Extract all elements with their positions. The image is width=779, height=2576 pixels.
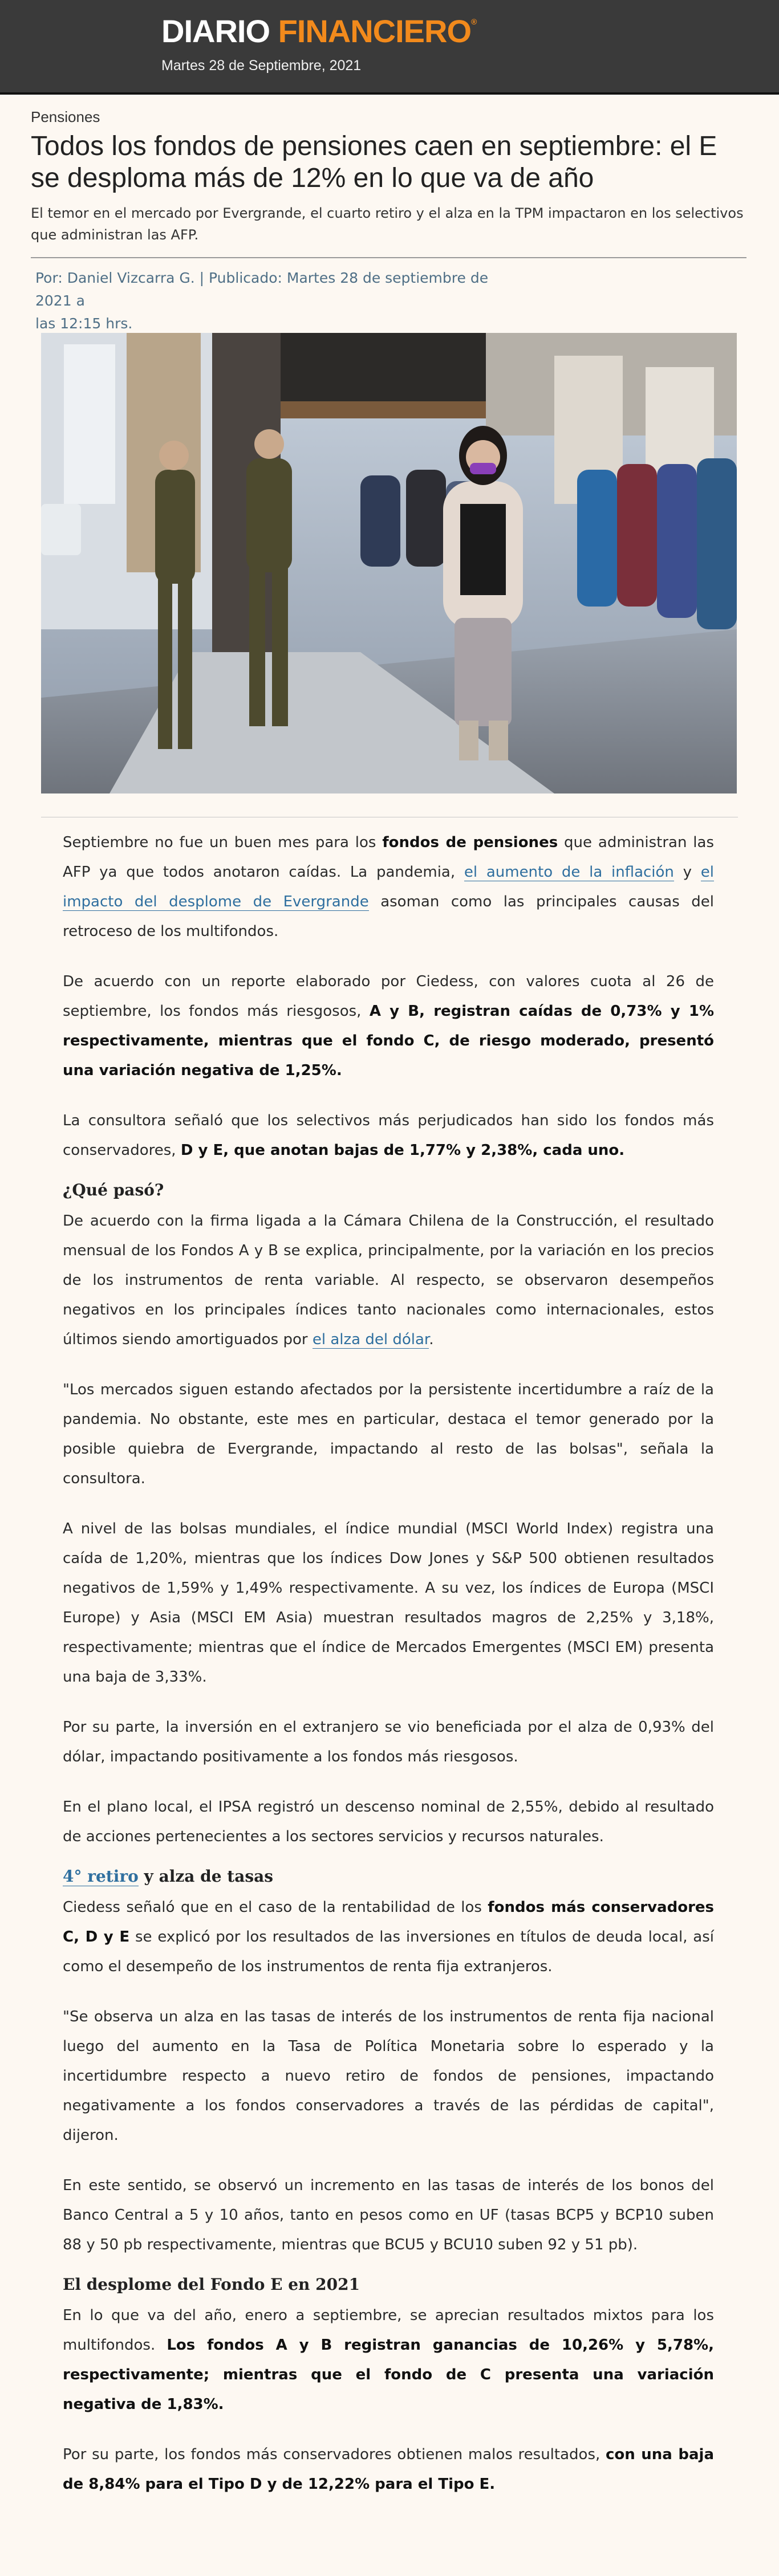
paragraph: Por su parte, los fondos más conservadores obtienen malos resultados, con una baja de 8,84% para el Tipo D y de 12,22% para el Tipo E.: [63, 2446, 714, 2493]
paragraph: En lo que va del año, enero a septiembre, se aprecian resultados mixtos para los multifondos. Los fondos A y B registran ganancias de 10,26% y 5,78%, respectivamente; mientras que el fondo de C presenta una variación negativa de 1,83%.: [63, 2307, 714, 2413]
edition-date: Martes 28 de Septiembre, 2021: [161, 58, 362, 74]
subheading: El desplome del Fondo E en 2021: [63, 2275, 360, 2294]
paragraph: "Se observa un alza en las tasas de interés de los instrumentos de renta fija nacional luego del aumento en la Tasa de Política Monetaria sobre lo esperado y la incertidumbre respecto a nuevo retiro de fondos de pensiones, impactando negativamente a los fondos conservadores a través de las pérdidas de capital", dijeron.: [63, 2008, 714, 2144]
paragraph: En este sentido, se observó un incremento en las tasas de interés de los bonos del Banco Central a 5 y 10 años, tanto en pesos como en UF (tasas BCP5 y BCP10 suben 88 y 50 pb respectivamente, mientras que BCU5 y BCU10 suben 92 y 51 pb).: [63, 2177, 714, 2253]
paragraph: Por su parte, la inversión en el extranjero se vio beneficiada por el alza de 0,93% del dólar, impactando positivamente a los fondos más riesgosos.: [63, 1719, 714, 1765]
brand-logo[interactable]: DIARIO FINANCIERO®: [161, 13, 477, 49]
evergrande-link[interactable]: el impacto del desplome de Evergrande: [63, 864, 715, 910]
inflation-link[interactable]: el aumento de la inflación: [464, 864, 674, 881]
paragraph: Septiembre no fue un buen mes para los fondos de pensiones que administran las AFP ya que todos anotaron caídas. La pandemia, el aumento de la inflación y el impacto del desplome de Evergrande asoman como las principales causas del retroceso de los multifondos.: [63, 834, 715, 940]
paragraph: De acuerdo con la firma ligada a la Cámara Chilena de la Construcción, el resultado mensual de los Fondos A y B se explica, principalmente, por la variación en los precios de los instrumentos de renta variable. Al respecto, se observaron desempeños negativos en los principales índices tanto nacionales como internacionales, estos últimos siendo amortiguados por el alza del dólar.: [63, 1212, 714, 1348]
article-header: [31, 108, 749, 246]
masthead: [0, 0, 779, 95]
subheading: ¿Qué pasó?: [63, 1181, 164, 1199]
header-divider: [31, 257, 746, 258]
street-scene-photo-icon: [41, 333, 737, 793]
section-label[interactable]: Pensiones: [31, 108, 100, 125]
paragraph: De acuerdo con un reporte elaborado por Ciedess, con valores cuota al 26 de septiembre, los fondos más riesgosos, A y B, registran caídas de 0,73% y 1% respectivamente, mientras que el fondo C, de riesgo moderado, presentó una variación negativa de 1,25%.: [63, 973, 714, 1079]
byline: Por: Daniel Vizcarra G. | Publicado: Martes 28 de septiembre de 2021 a las 12:15 hrs.: [35, 270, 489, 332]
paragraph: La consultora señaló que los selectivos más perjudicados han sido los fondos más conservadores, D y E, que anotan bajas de 1,77% y 2,38%, cada uno.: [63, 1112, 714, 1159]
subheading: 4° retiro y alza de tasas: [63, 1867, 274, 1886]
paragraph: Ciedess señaló que en el caso de la rentabilidad de los fondos más conservadores C, D y E se explicó por los resultados de las inversiones en títulos de deuda local, así como el desempeño de los instrumentos de renta fija extranjeros.: [63, 1899, 714, 1975]
dollar-link[interactable]: el alza del dólar: [312, 1331, 429, 1348]
article-body: [63, 828, 714, 2520]
article-subtitle: El temor en el mercado por Evergrande, el cuarto retiro y el alza en la TPM impactaron en los selectivos que administran las AFP.: [31, 205, 744, 243]
paragraph: "Los mercados siguen estando afectados por la persistente incertidumbre a raíz de la pandemia. No obstante, este mes en particular, destaca el temor generado por la posible quiebra de Evergrande, impactando al resto de las bolsas", señala la consultora.: [63, 1381, 714, 1487]
fourth-withdrawal-link[interactable]: 4° retiro: [63, 1867, 139, 1886]
paragraph: A nivel de las bolsas mundiales, el índice mundial (MSCI World Index) registra una caída de 1,20%, mientras que los índices Dow Jones y S&P 500 obtienen resultados negativos de 1,59% y 1,49% respectivamente. A su vez, los índices de Europa (MSCI Europe) y Asia (MSCI EM Asia) muestran resultados magros de 2,25% y 3,18%, respectivamente; mientras que el índice de Mercados Emergentes (MSCI EM) presenta una baja de 3,33%.: [63, 1520, 714, 1686]
article-title: Todos los fondos de pensiones caen en septiembre: el E se desploma más de 12% en lo que va de año: [31, 131, 717, 193]
paragraph: En el plano local, el IPSA registró un descenso nominal de 2,55%, debido al resultado de acciones pertenecientes a los sectores servicios y recursos naturales.: [63, 1798, 714, 1845]
article-photo: [41, 333, 737, 793]
